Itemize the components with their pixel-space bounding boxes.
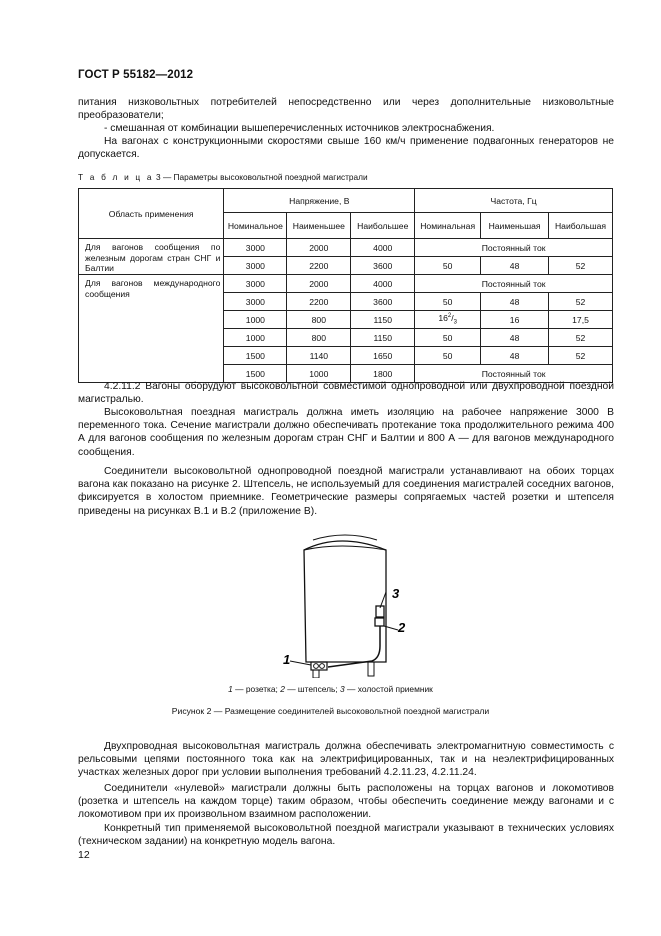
label-1: 1 xyxy=(283,652,291,667)
paragraph-type: Конкретный тип применяемой высоковольтной поездной магистрали указывают в технических условиях (техническом задании) на конкретную модель вагона. xyxy=(78,823,614,848)
table-cell: 4000 xyxy=(351,275,415,293)
paragraph-two-wire: Двухпроводная высоковольтная магистраль должна обеспечивать электромагнитную совместимость с рельсовыми цепями постоянного тока как на электрифицированных, так и на неэлектрифицированных участках железных дорог при условии выполнения требований 4.2.11.23, 4.2.11.24. xyxy=(78,741,614,779)
table-cell: 52 xyxy=(549,347,613,365)
fraction-numerator: 2 xyxy=(447,313,452,320)
table-cell: 1150 xyxy=(351,329,415,347)
table-cell: 50 xyxy=(415,329,481,347)
table-cell: 1500 xyxy=(224,365,287,383)
table-caption-prefix: Т а б л и ц а xyxy=(78,172,154,182)
table-cell: 4000 xyxy=(351,239,415,257)
table-cell-dc: Постоянный ток xyxy=(415,239,613,257)
table-cell: 48 xyxy=(481,329,549,347)
area-cell-international: Для вагонов международного сообщения xyxy=(79,275,224,383)
table-cell: 2000 xyxy=(287,275,351,293)
table-cell: 2000 xyxy=(287,239,351,257)
label-2: 2 xyxy=(398,620,406,635)
table-cell: 3000 xyxy=(224,293,287,311)
table-cell: 800 xyxy=(287,329,351,347)
table-caption-text: 3 — Параметры высоковольтной поездной магистрали xyxy=(153,172,368,182)
table-cell: 52 xyxy=(549,293,613,311)
legend-text: — штепсель; xyxy=(284,684,341,694)
table-cell: 48 xyxy=(481,293,549,311)
fraction-denominator: 3 xyxy=(453,319,457,326)
table-cell: 50 xyxy=(415,347,481,365)
roof-line xyxy=(304,546,386,550)
table-cell: 1150 xyxy=(351,311,415,329)
table-cell: 1500 xyxy=(224,347,287,365)
figure-legend xyxy=(0,684,661,694)
intro-paragraph-3: На вагонах с конструкционными скоростями свыше 160 км/ч применение подвагонных генераторов не допускается. xyxy=(78,136,614,161)
legend-number: 1 xyxy=(228,684,233,694)
table-cell: 1800 xyxy=(351,365,415,383)
support-right xyxy=(368,662,374,676)
table-caption xyxy=(78,172,368,182)
paragraph-zero-line: Соединители «нулевой» магистрали должны быть расположены на торцах вагонов и локомотивов (розетка и штепсель на каждом торце) таким образом, чтобы обеспечить соединение между вагонами и с локомотивом при их произвольном взаимном расположении. xyxy=(78,783,614,821)
area-cell-cis: Для вагонов сообщения по железным дорогам стран СНГ и Балтии xyxy=(79,239,224,275)
col-group-voltage: Напряжение, В xyxy=(224,189,415,213)
col-header: Наименьшее xyxy=(287,213,351,239)
table-cell-fraction: $16^2/_3$ xyxy=(415,311,481,329)
socket-pin xyxy=(314,664,319,669)
col-header: Наименьшая xyxy=(481,213,549,239)
table-cell: 16 xyxy=(481,311,549,329)
table-cell: 1140 xyxy=(287,347,351,365)
intro-paragraph-1: питания низковольтных потребителей непосредственно или через дополнительные низковольтные преобразователи; xyxy=(78,97,614,122)
legend-number: 3 xyxy=(340,684,345,694)
table-cell: 3600 xyxy=(351,293,415,311)
table-cell: 50 xyxy=(415,293,481,311)
table-cell: 3000 xyxy=(224,257,287,275)
paragraph-insulation: Высоковольтная поездная магистраль должна иметь изоляцию на рабочее напряжение 3000 В переменного тока. Сечение магистрали должно обеспечивать протекание тока продолжительного режима 400 А для вагонов сообщения по железным дорогам стран СНГ и Балтии и 800 А — для вагонов международного сообщения. xyxy=(78,407,614,458)
table-cell: 1000 xyxy=(224,329,287,347)
table-cell-dc: Постоянный ток xyxy=(415,275,613,293)
table-cell: 800 xyxy=(287,311,351,329)
table-row xyxy=(79,239,613,257)
table-cell: 3600 xyxy=(351,257,415,275)
plug-cable xyxy=(328,626,380,667)
legend-text: — розетка; xyxy=(232,684,281,694)
table-cell: 1650 xyxy=(351,347,415,365)
table-cell: 3000 xyxy=(224,239,287,257)
col-header-area: Область применения xyxy=(79,189,224,239)
table-cell: 1000 xyxy=(224,311,287,329)
table-cell: 2200 xyxy=(287,293,351,311)
table-cell: 3000 xyxy=(224,275,287,293)
table-cell: 50 xyxy=(415,257,481,275)
col-header: Номинальная xyxy=(415,213,481,239)
plug-body xyxy=(375,618,384,626)
table-cell: 48 xyxy=(481,257,549,275)
table-cell: 17,5 xyxy=(549,311,613,329)
legend-number: 2 xyxy=(280,684,285,694)
label-3: 3 xyxy=(392,586,400,601)
table-cell: 1000 xyxy=(287,365,351,383)
legend-text: — холостой приемник xyxy=(344,684,433,694)
col-header: Номинальное xyxy=(224,213,287,239)
table-cell: 2200 xyxy=(287,257,351,275)
roof-arc xyxy=(313,535,377,540)
col-header: Наибольшее xyxy=(351,213,415,239)
col-group-frequency: Частота, Гц xyxy=(415,189,613,213)
wagon-end-diagram xyxy=(280,528,420,678)
table-row xyxy=(79,275,613,293)
intro-paragraph-2: - смешанная от комбинации вышеперечисленных источников электроснабжения. xyxy=(104,123,495,134)
table-cell: 52 xyxy=(549,329,613,347)
support-left xyxy=(313,670,319,678)
wagon-body-outline xyxy=(304,541,386,662)
figure-title: Рисунок 2 — Размещение соединителей высоковольтной поездной магистрали xyxy=(171,706,490,716)
table-cell: 52 xyxy=(549,257,613,275)
col-header: Наибольшая xyxy=(549,213,613,239)
parameters-table xyxy=(78,188,613,383)
figure-2-drawing xyxy=(280,528,420,678)
table-cell-dc: Постоянный ток xyxy=(415,365,613,383)
paragraph-connectors: Соединители высоковольтной однопроводной поездной магистрали устанавливают на обоих торцах вагона как показано на рисунке 2. Штепсель, не используемый для соединения магистралей соседних вагонов, фиксируется в холостом приемнике. Геометрические размеры сопрягаемых частей розетки и штепселя приведены на рисунках В.1 и В.2 (приложение В). xyxy=(78,466,614,517)
table-cell: 48 xyxy=(481,347,549,365)
paragraph-4-2-11-2: 4.2.11.2 Вагоны оборудуют высоковольтной совместимой однопроводной или двухпроводной поездной магистралью. xyxy=(78,381,614,406)
document-header: ГОСТ Р 55182—2012 xyxy=(78,69,194,81)
fraction-whole: 16 xyxy=(438,313,448,324)
page-number: 12 xyxy=(78,849,90,861)
socket-pin xyxy=(320,664,325,669)
